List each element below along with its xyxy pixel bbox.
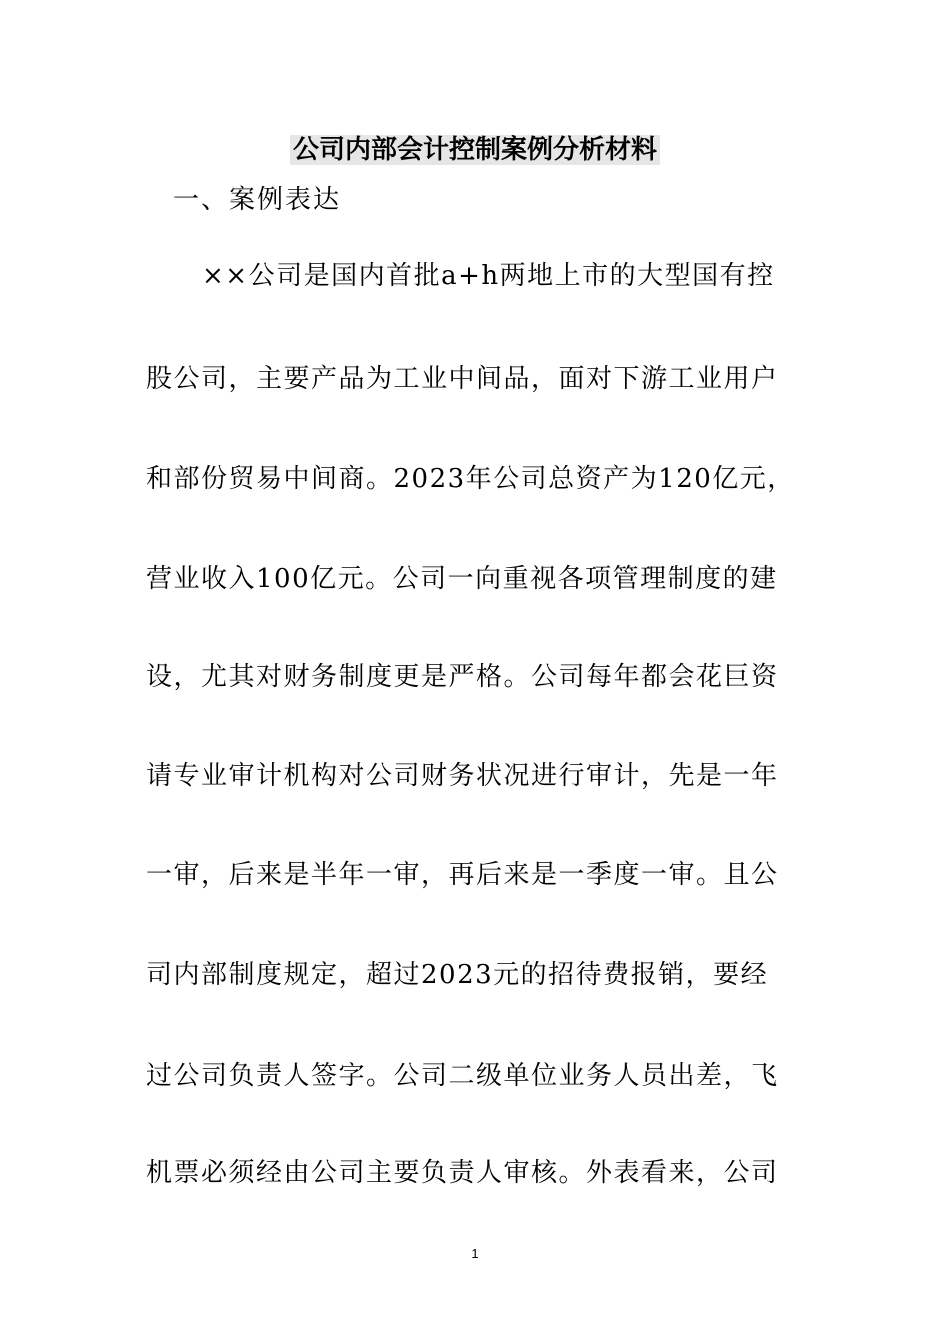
page-title-text: 公司内部会计控制案例分析材料 bbox=[290, 135, 660, 165]
paragraph-line: 设，尤其对财务制度更是严格。公司每年都会花巨资 bbox=[146, 662, 779, 692]
paragraph-line: 机票必须经由公司主要负责人审核。外表看来，公司 bbox=[146, 1158, 779, 1188]
paragraph-line: 请专业审计机构对公司财务状况进行审计，先是一年 bbox=[146, 761, 779, 791]
paragraph-line: ××公司是国内首批a+h两地上市的大型国有控 bbox=[202, 261, 775, 291]
paragraph-line: 过公司负责人签字。公司二级单位业务人员出差，飞 bbox=[146, 1061, 779, 1091]
paragraph-line: 一审，后来是半年一审，再后来是一季度一审。且公 bbox=[146, 860, 779, 890]
paragraph-line: 营业收入100亿元。公司一向重视各项管理制度的建 bbox=[146, 564, 778, 594]
paragraph-line: 股公司，主要产品为工业中间品，面对下游工业用户 bbox=[146, 364, 779, 394]
page-number: 1 bbox=[471, 1246, 479, 1261]
section-heading: 一、案例表达 bbox=[173, 185, 342, 215]
page-title bbox=[0, 132, 950, 168]
paragraph-line: 司内部制度规定，超过2023元的招待费报销，要经 bbox=[146, 960, 769, 990]
paragraph-line: 和部份贸易中间商。2023年公司总资产为120亿元， bbox=[146, 464, 795, 494]
